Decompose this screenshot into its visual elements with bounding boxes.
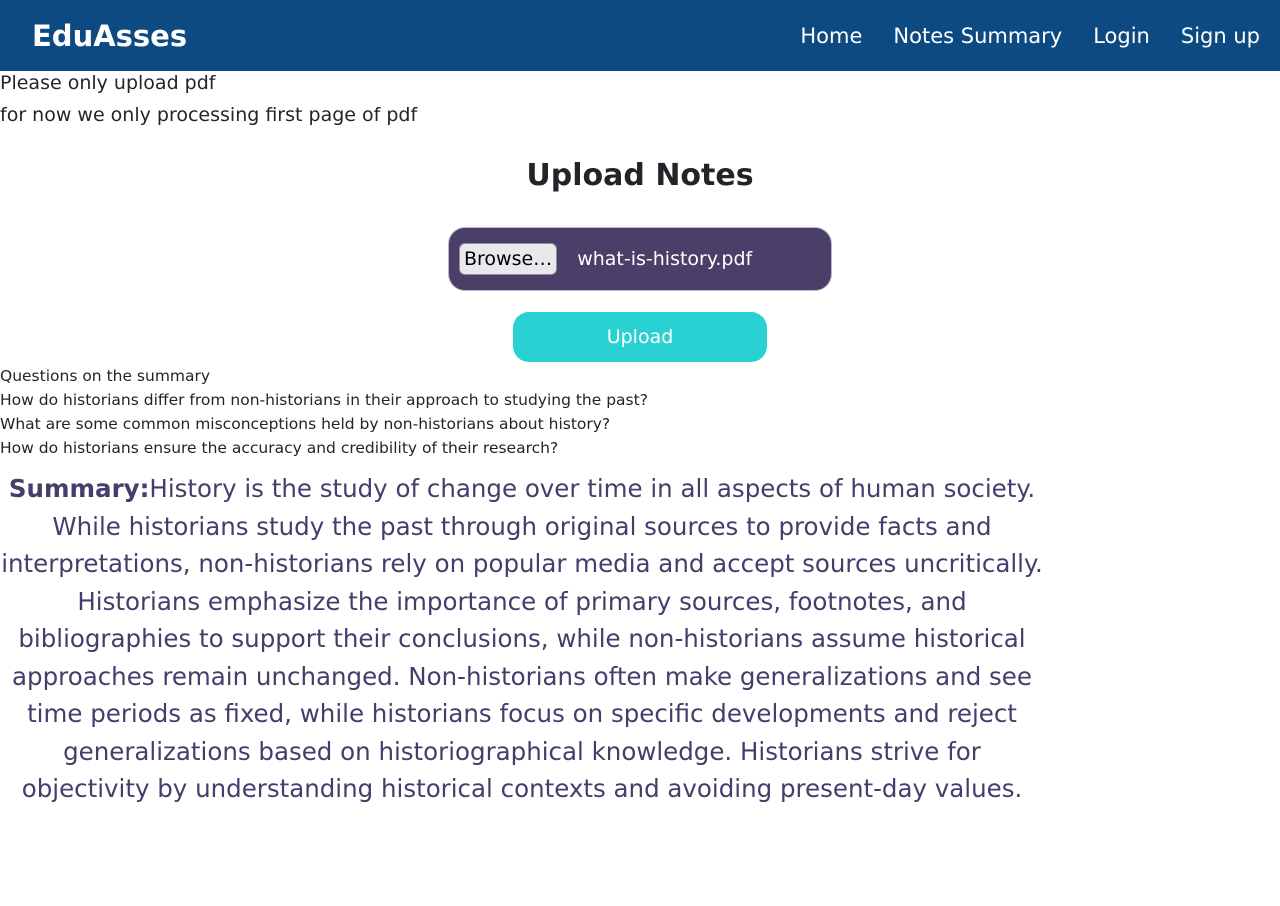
- nav-link-login[interactable]: Login: [1093, 23, 1150, 48]
- brand-logo[interactable]: EduAsses: [32, 18, 188, 53]
- summary-label: Summary:: [8, 474, 150, 503]
- nav-link-notes-summary[interactable]: Notes Summary: [893, 23, 1063, 48]
- question-item: What are some common misconceptions held by non-historians about history?: [0, 415, 611, 433]
- summary-text: History is the study of change over time in all aspects of human society. While historians study the past through original sources to provide facts and interpretations, non-historians rely on popular media and accept sources uncritically. Historians emphasize the importance of primary sources, footnotes, and bibliographies to support their conclusions, while non-historians assume historical approaches remain unchanged. Non-historians often make generalizations and see time periods as fixed, while historians focus on specific developments and reject generalizations based on historiographical knowledge. Historians strive for objectivity by understanding historical contexts and avoiding present-day values.: [1, 474, 1043, 803]
- upload-title: Upload Notes: [526, 158, 754, 193]
- browse-button[interactable]: Browse…: [459, 243, 557, 275]
- nav-links: [769, 24, 1260, 48]
- nav-link-home[interactable]: Home: [800, 23, 863, 48]
- navbar: [0, 0, 1280, 71]
- processing-notice: for now we only processing first page of pdf: [0, 104, 418, 126]
- question-item: How do historians differ from non-historians in their approach to studying the past?: [0, 391, 648, 409]
- file-input[interactable]: [448, 227, 832, 291]
- questions-section: [0, 364, 648, 460]
- upload-notice: Please only upload pdf: [0, 72, 216, 94]
- selected-file-name: what-is-history.pdf: [577, 248, 753, 270]
- upload-button[interactable]: Upload: [513, 312, 767, 362]
- summary-paragraph: [0, 470, 1044, 808]
- questions-heading: Questions on the summary: [0, 367, 211, 385]
- nav-link-sign-up[interactable]: Sign up: [1180, 23, 1260, 48]
- question-item: How do historians ensure the accuracy and credibility of their research?: [0, 439, 559, 457]
